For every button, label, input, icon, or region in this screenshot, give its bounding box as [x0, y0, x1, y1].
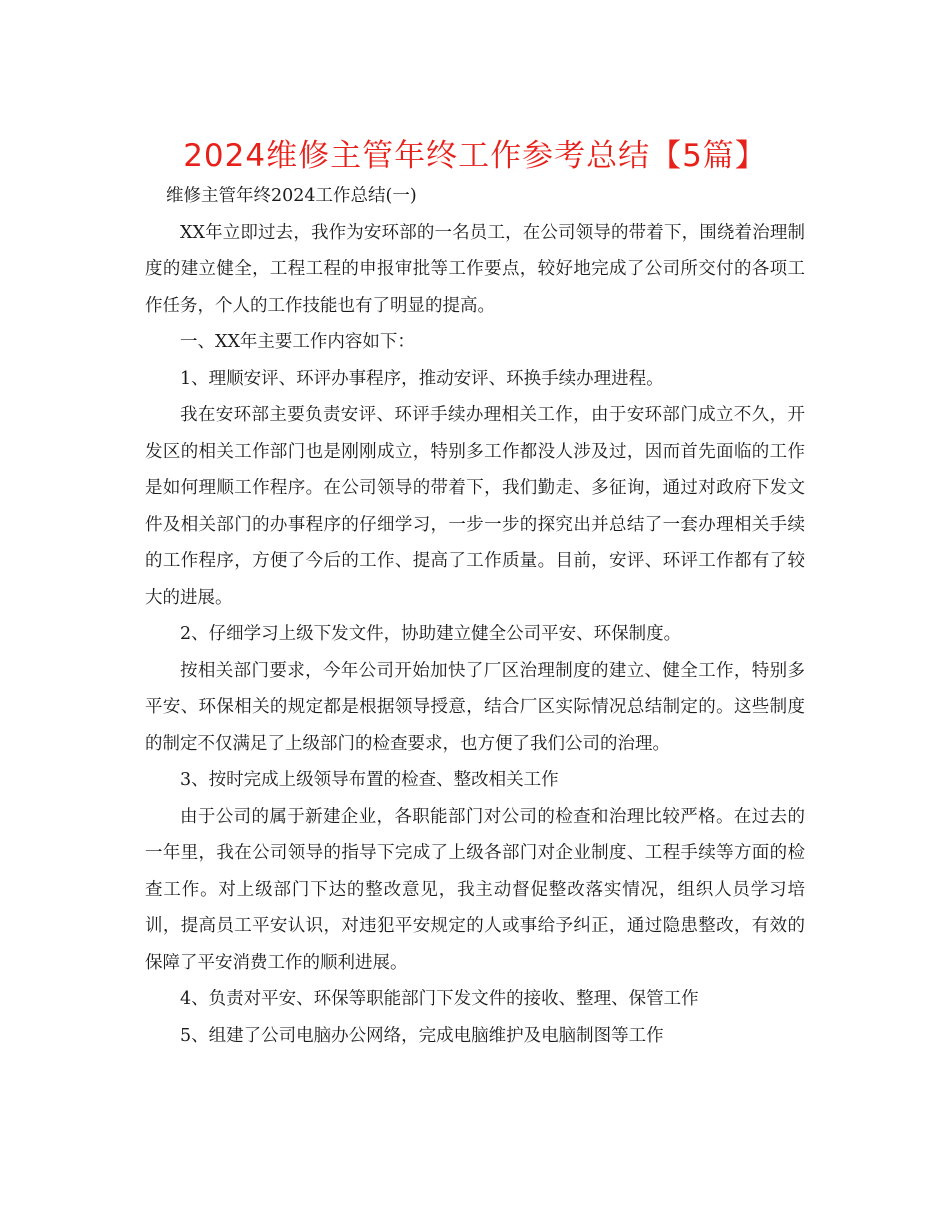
list-item-heading: 2、仔细学习上级下发文件，协助建立健全公司平安、环保制度。 [180, 624, 682, 644]
document-body [145, 178, 805, 1054]
document-title: 2024维修主管年终工作参考总结【5篇】 [183, 138, 767, 174]
paragraph: XX年立即过去，我作为安环部的一名员工，在公司领导的带着下，围绕着治理制度的建立健全，工程工程的申报审批等工作要点，较好地完成了公司所交付的各项工作任务，个人的工作技能也有了明显的提高。 [145, 222, 805, 316]
section-subtitle: 维修主管年终2024工作总结(一) [166, 186, 417, 206]
paragraph: 我在安环部主要负责安评、环评手续办理相关工作，由于安环部门成立不久，开发区的相关工作部门也是刚刚成立，特别多工作都没人涉及过，因而首先面临的工作是如何理顺工作程序。在公司领导的带着下，我们勤走、多征询，通过对政府下发文件及相关部门的办事程序的仔细学习，一步一步的探究出并总结了一套办理相关手续的工作程序，方便了今后的工作、提高了工作质量。目前，安评、环评工作都有了较大的进展。 [145, 405, 805, 608]
paragraph: 按相关部门要求，今年公司开始加快了厂区治理制度的建立、健全工作，特别多平安、环保相关的规定都是根据领导授意，结合厂区实际情况总结制定的。这些制度的制定不仅满足了上级部门的检查要求，也方便了我们公司的治理。 [145, 660, 805, 754]
section-heading: 一、XX年主要工作内容如下： [180, 332, 415, 352]
list-item-heading: 5、组建了公司电脑办公网络，完成电脑维护及电脑制图等工作 [180, 1025, 664, 1046]
list-item-heading: 4、负责对平安、环保等职能部门下发文件的接收、整理、保管工作 [180, 989, 699, 1009]
list-item-heading: 1、理顺安评、环评办事程序，推动安评、环换手续办理进程。 [180, 368, 664, 389]
list-item-heading: 3、按时完成上级领导布置的检查、整改相关工作 [180, 770, 559, 790]
paragraph: 由于公司的属于新建企业，各职能部门对公司的检查和治理比较严格。在过去的一年里，我在公司领导的指导下完成了上级各部门对企业制度、工程手续等方面的检查工作。对上级部门下达的整改意见，我主动督促整改落实情况，组织人员学习培训，提高员工平安认识，对违犯平安规定的人或事给予纠正，通过隐患整改，有效的保障了平安消费工作的顺利进展。 [145, 806, 805, 973]
